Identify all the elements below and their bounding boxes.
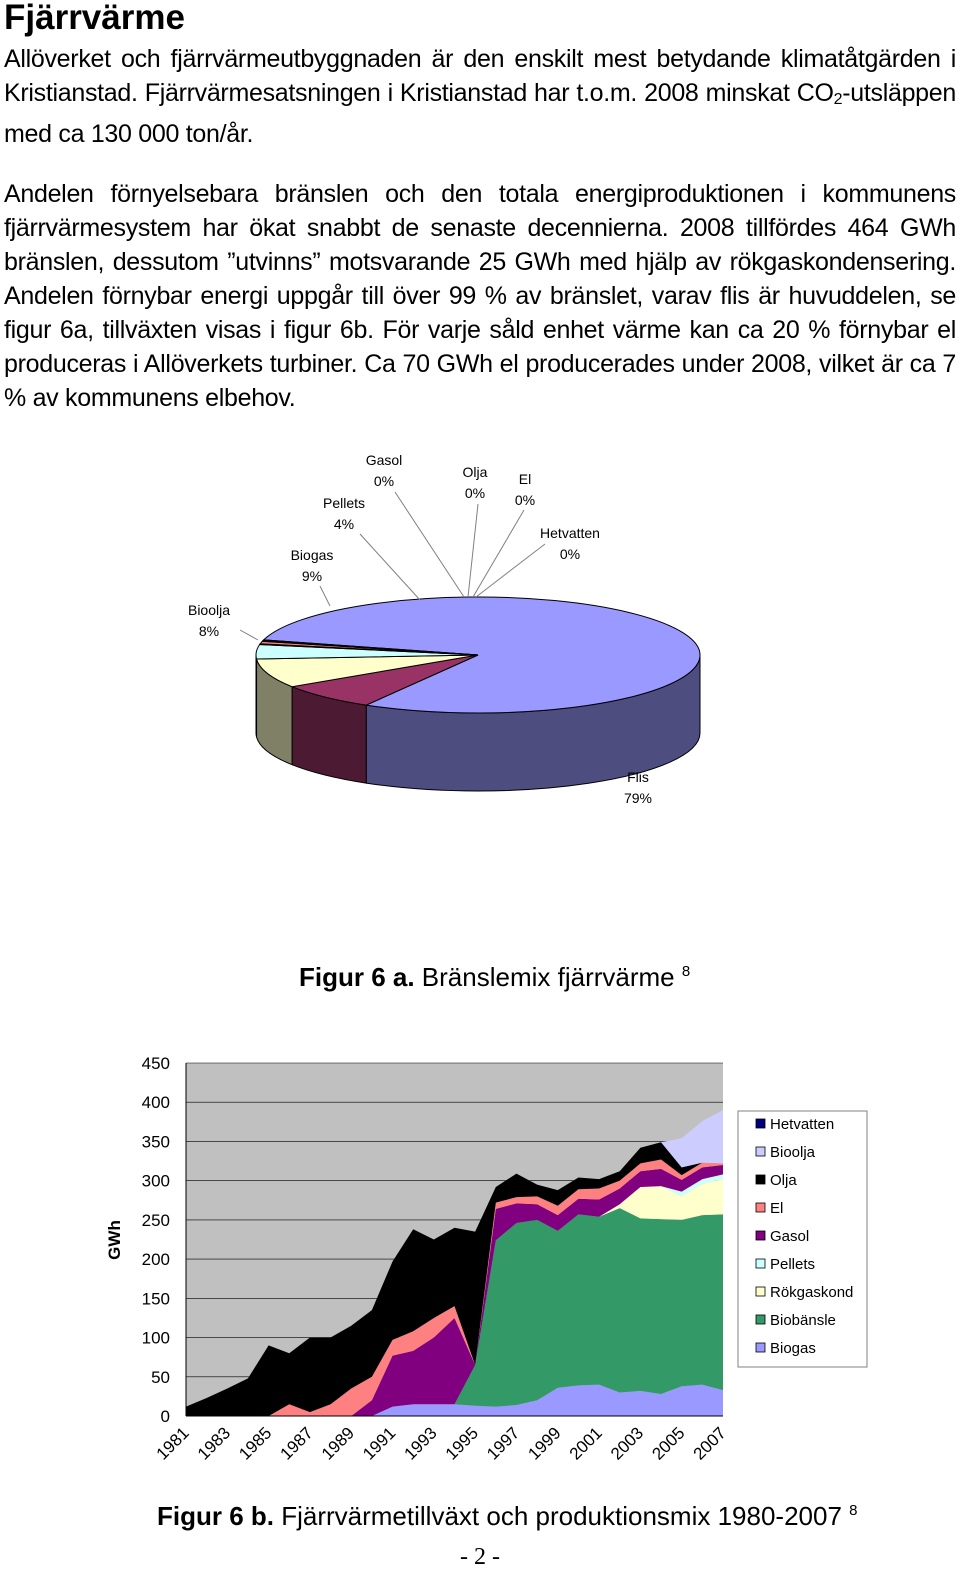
figure-b-title: Fjärrvärmetillväxt och produktionsmix 1980-2007 (274, 1501, 842, 1531)
pie-leader-bioolja (240, 630, 258, 640)
pie-value-pellets: 4% (333, 516, 355, 532)
pie-label-gasol: Gasol (365, 452, 403, 468)
pie-leader-el (473, 510, 524, 597)
y-tick-250: 250 (141, 1210, 170, 1230)
legend-label-hetvatten: Hetvatten (770, 1116, 835, 1133)
x-tick-2001: 2001 (565, 1423, 606, 1464)
pie-top (256, 597, 700, 713)
pie-value-gasol: 0% (373, 473, 395, 489)
legend-label-el: El (770, 1200, 784, 1217)
x-tick-1997: 1997 (483, 1423, 524, 1464)
legend-label-gasol: Gasol (770, 1228, 810, 1245)
pie-leader-olja (468, 504, 478, 597)
legend-label-rokgaskond: Rökgaskond (770, 1284, 854, 1301)
pie-leader-hetvatten (476, 544, 545, 597)
legend-swatch-biobansle (756, 1315, 765, 1324)
pie-value-el: 0% (514, 492, 536, 508)
pie-label-hetvatten: Hetvatten (540, 525, 600, 541)
intro-text-end: -utsläppen med ca 130 000 ton/år. (4, 79, 956, 148)
x-tick-1995: 1995 (441, 1423, 482, 1464)
legend-swatch-el (756, 1203, 765, 1212)
y-tick-450: 450 (141, 1054, 170, 1073)
figure-b-footnote: 8 (849, 1502, 858, 1519)
pie-label-olja: Olja (462, 464, 488, 480)
legend-swatch-gasol (756, 1231, 765, 1240)
legend-swatch-bioolja (756, 1147, 765, 1156)
y-tick-100: 100 (141, 1328, 170, 1348)
legend-swatch-rokgaskond (756, 1287, 765, 1296)
x-tick-1983: 1983 (193, 1423, 235, 1464)
pie-value-olja: 0% (464, 485, 486, 501)
legend-label-biogas: Biogas (770, 1340, 816, 1357)
pie-label-biogas: Biogas (290, 547, 334, 563)
pie-leader-gasol (395, 492, 464, 597)
x-tick-2005: 2005 (648, 1423, 689, 1464)
x-tick-2003: 2003 (607, 1423, 648, 1464)
pie-value-flis: 79% (623, 790, 653, 806)
x-tick-1989: 1989 (317, 1423, 359, 1464)
y-tick-300: 300 (141, 1171, 170, 1191)
y-tick-400: 400 (141, 1093, 170, 1113)
y-axis-label: GWh (105, 1220, 124, 1260)
figure-b-caption (157, 1501, 858, 1532)
figure-a-number: Figur 6 a. (299, 962, 415, 992)
x-tick-1985: 1985 (235, 1423, 276, 1464)
legend-swatch-biogas (756, 1343, 765, 1352)
y-tick-350: 350 (141, 1132, 170, 1152)
pie-label-el: El (518, 471, 532, 487)
x-tick-1993: 1993 (400, 1423, 441, 1464)
x-tick-1987: 1987 (276, 1423, 317, 1464)
page-heading: Fjärrvärme (4, 0, 185, 37)
legend-label-pellets: Pellets (770, 1256, 816, 1273)
legend-swatch-olja (756, 1175, 765, 1184)
x-tick-1991: 1991 (359, 1423, 400, 1464)
legend (738, 1111, 867, 1367)
figure-a-footnote: 8 (681, 963, 691, 980)
y-tick-50: 50 (151, 1367, 170, 1387)
pie-value-biogas: 9% (301, 568, 323, 584)
legend-swatch-hetvatten (756, 1119, 765, 1128)
y-tick-200: 200 (141, 1250, 170, 1270)
x-tick-2007: 2007 (689, 1423, 730, 1464)
body-paragraph: Andelen förnyelsebara bränslen och den totala energiproduktionen i kommunens fjärrvärmesystem har ökat snabbt de senaste decennierna. 2008 tillfördes 464 GWh bränslen, dessutom ”utvinns” motsvarande 25 GWh med hjälp av rökgaskondensering. Andelen förnybar energi uppgår till över 99 % av bränslet, varav flis är huvuddelen, se figur 6a, tillväxten visas i figur 6b. För varje såld enhet värme kan ca 20 % förnybar el produceras i Allöverkets turbiner. Ca 70 GWh el producerades under 2008, vilket är ca 7 % av kommunens elbehov. (4, 180, 956, 412)
pie-label-pellets: Pellets (322, 495, 366, 511)
co2-subscript: 2 (833, 91, 843, 108)
pie-label-flis: Flis (627, 769, 649, 785)
pie-leader-biogas (320, 586, 330, 606)
figure-a-title: Bränslemix fjärrvärme (414, 962, 675, 992)
pie-value-hetvatten: 0% (559, 546, 581, 562)
x-tick-1981: 1981 (152, 1423, 193, 1464)
y-tick-0: 0 (160, 1407, 170, 1426)
pie-label-bioolja: Bioolja (187, 602, 231, 618)
pie-side-pellets (256, 655, 257, 737)
fuel-mix-pie-chart (0, 440, 960, 840)
pie-value-bioolja: 8% (198, 623, 220, 639)
growth-area-chart (0, 1040, 960, 1490)
legend-label-biobansle: Biobänsle (770, 1312, 836, 1329)
pie-leader-pellets (360, 534, 420, 600)
legend-label-bioolja: Bioolja (770, 1144, 816, 1161)
page-number: - 2 - (460, 1544, 500, 1570)
intro-paragraph (4, 42, 956, 151)
figure-a-caption (299, 962, 690, 993)
legend-label-olja: Olja (770, 1172, 797, 1189)
x-tick-1999: 1999 (524, 1423, 565, 1464)
figure-b-number: Figur 6 b. (157, 1501, 274, 1531)
y-tick-150: 150 (141, 1289, 170, 1309)
legend-swatch-pellets (756, 1259, 765, 1268)
intro-text: Allöverket och fjärrvärmeutbyggnaden är den enskilt mest betydande klimatåtgärden i Kristianstad. Fjärrvärmesatsningen i Kristianstad har t.o.m. 2008 minskat CO (4, 45, 956, 107)
